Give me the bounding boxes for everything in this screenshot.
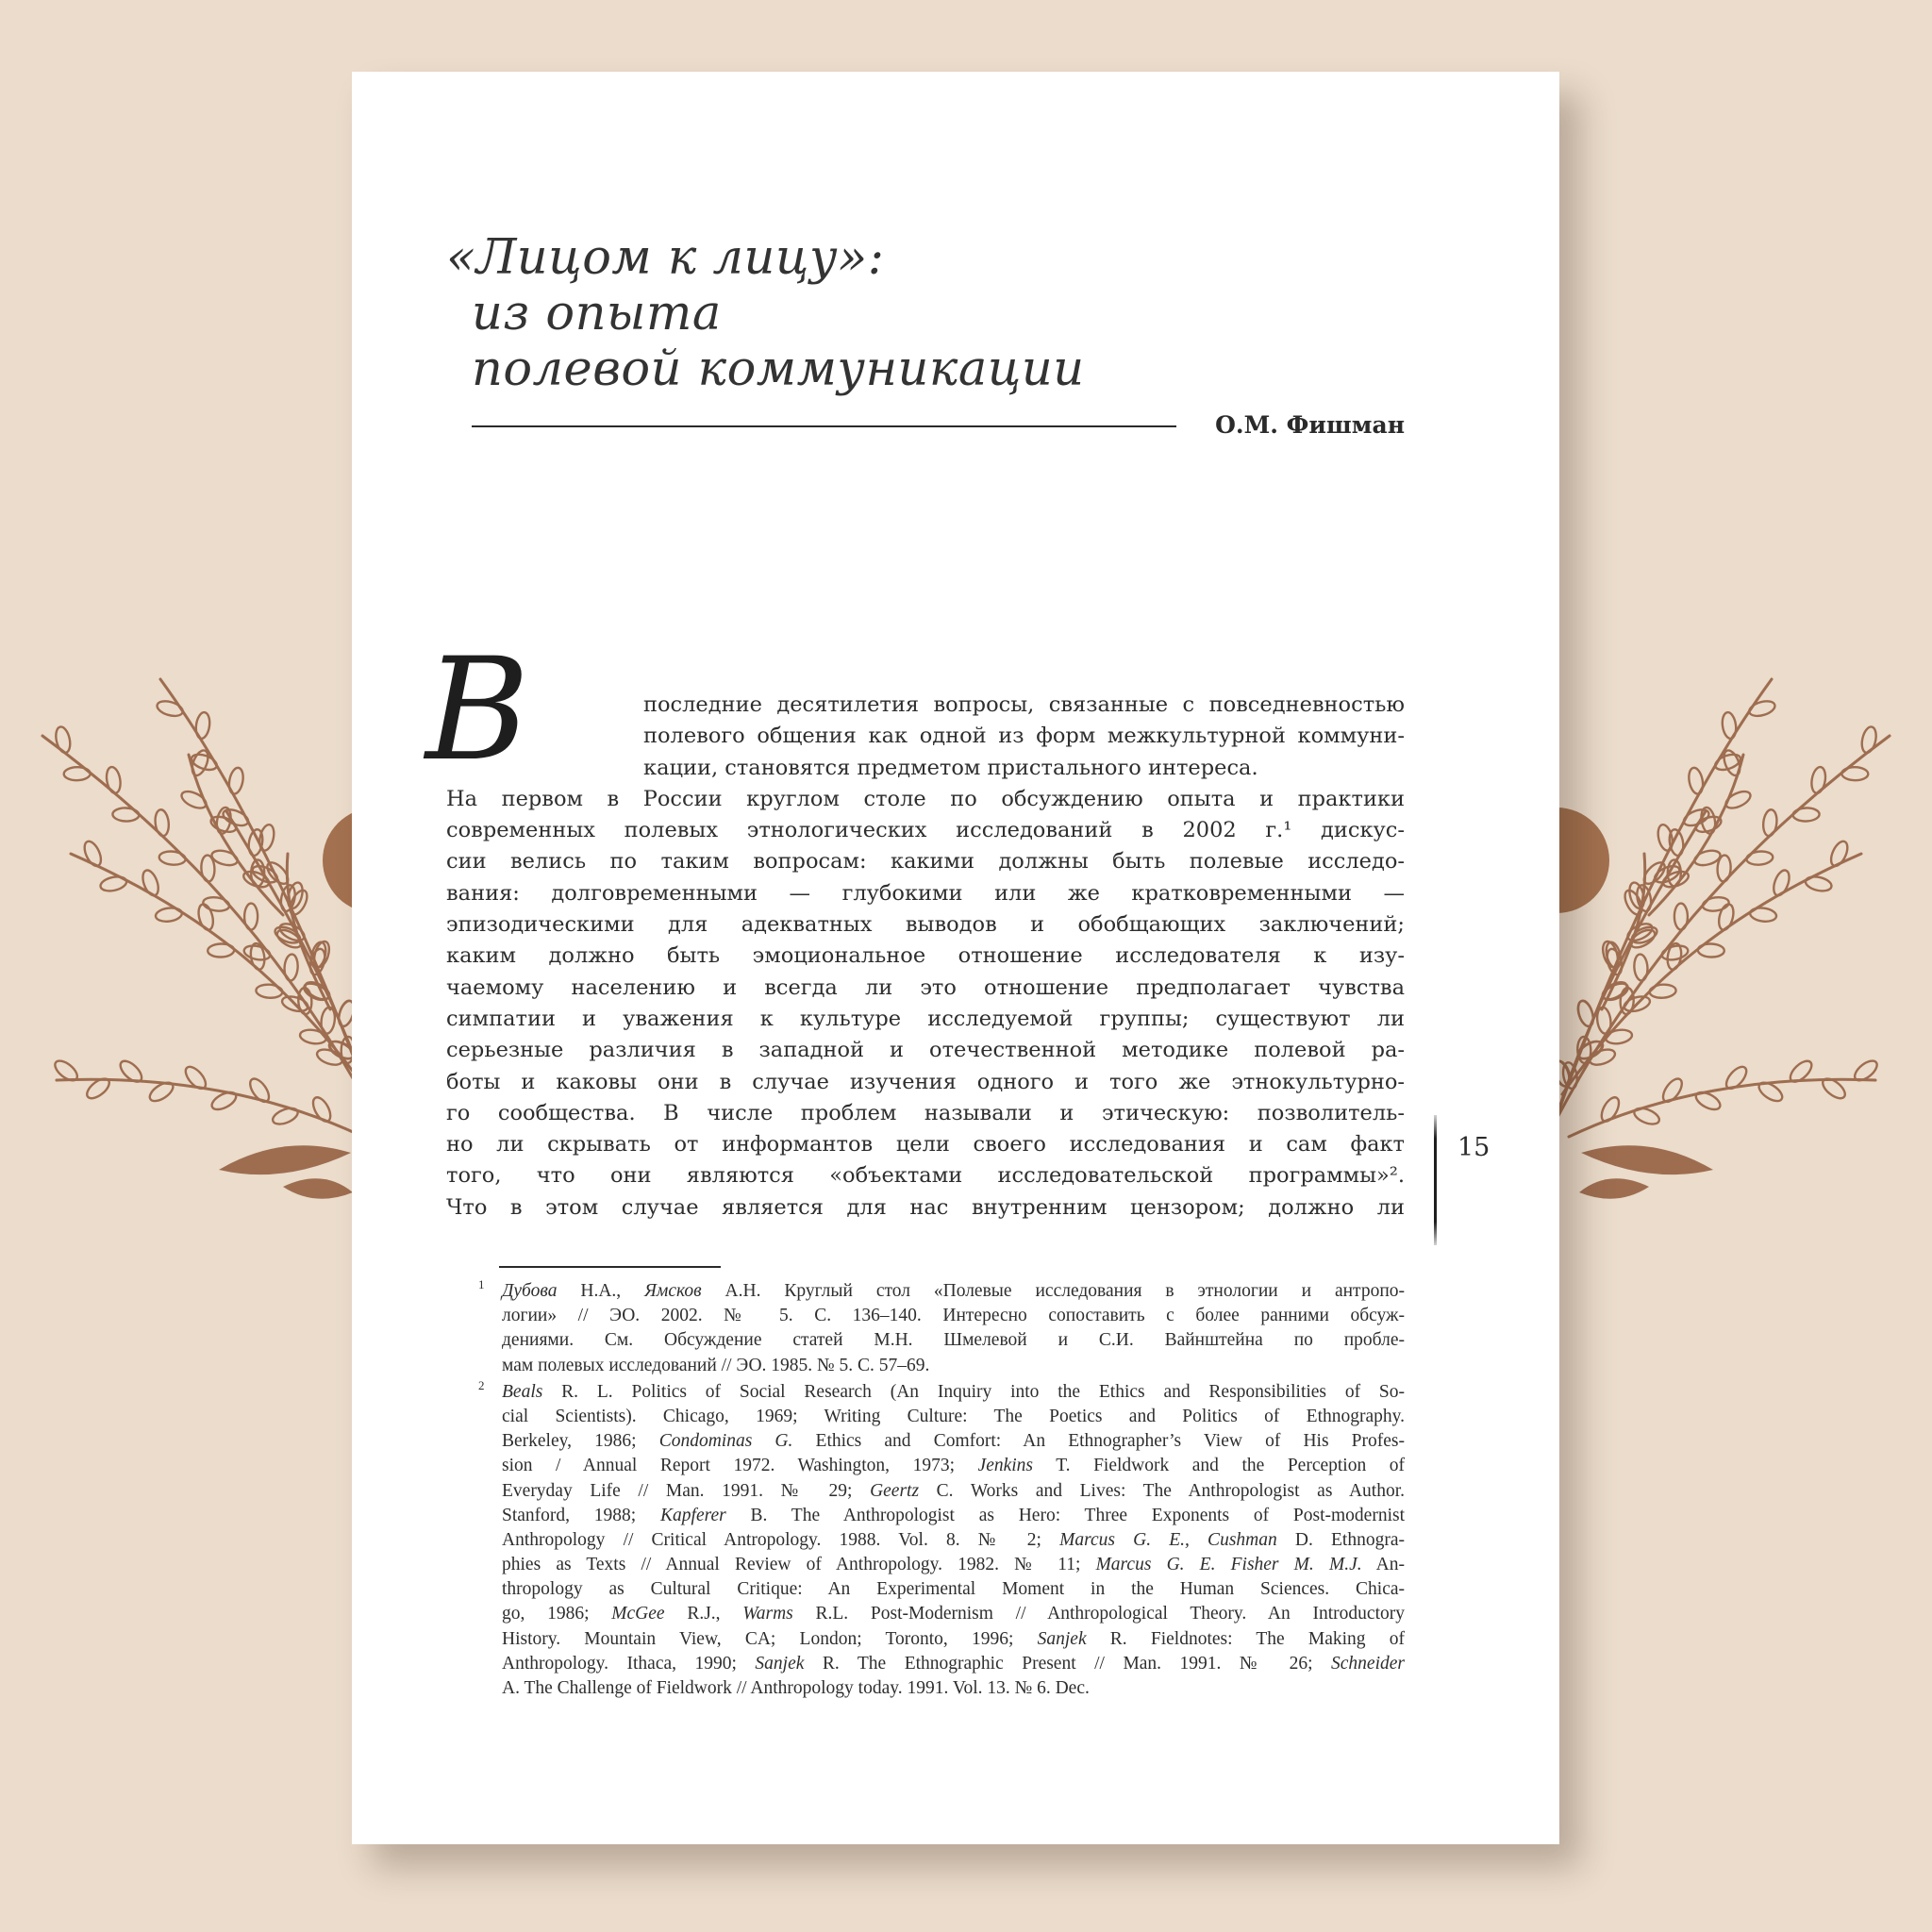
bud-icon bbox=[284, 954, 299, 981]
footnote-line: мам полевых исследований // ЭО. 1985. № 5. С. 57–69. bbox=[502, 1355, 930, 1375]
footnotes bbox=[478, 1277, 1406, 1703]
bud-icon bbox=[189, 748, 210, 777]
page-number: 15 bbox=[1457, 1133, 1491, 1162]
footnote-line: Everyday Life // Man. 1991. № 29; Geertz C. Works and Lives: The Anthropologist as Author. bbox=[502, 1480, 1405, 1501]
footnote-author: Jenkins bbox=[977, 1456, 1034, 1476]
footnote-author: Sanjek bbox=[755, 1653, 805, 1674]
leaf-icon bbox=[1579, 1178, 1649, 1198]
footnote-number: 1 bbox=[478, 1277, 485, 1291]
bud-icon bbox=[1809, 766, 1826, 794]
footnote-line: Anthropology. Ithaca, 1990; Sanjek R. The Ethnographic Present // Man. 1991. № 26; Schneider bbox=[502, 1653, 1405, 1674]
bud-icon bbox=[1746, 850, 1774, 866]
book-page bbox=[352, 72, 1559, 1844]
bud-icon bbox=[1693, 1089, 1723, 1112]
bud-icon bbox=[1698, 943, 1724, 958]
author-name: О.М. Фишман bbox=[1215, 411, 1405, 439]
branch-stem bbox=[189, 755, 283, 915]
footnote-number: 2 bbox=[478, 1377, 485, 1392]
willow-branch-right-icon bbox=[1504, 679, 1890, 1199]
body-line: того, что они являются «объектами исследовательской программы»². bbox=[446, 1163, 1405, 1189]
bud-icon bbox=[179, 788, 208, 811]
footnote-author: Condominas G. bbox=[658, 1431, 793, 1452]
body-line: кации, становятся предметом пристального интереса. bbox=[643, 755, 1258, 780]
bud-icon bbox=[1633, 954, 1648, 981]
footnote-line: phies as Texts // Annual Review of Anthropology. 1982. № 11; Marcus G. E. Fisher M. M.J. An- bbox=[502, 1555, 1406, 1575]
footnote bbox=[478, 1377, 1406, 1701]
bud-icon bbox=[1649, 984, 1676, 999]
footnote-line: History. Mountain View, CA; London; Toronto, 1996; Sanjek R. Fieldnotes: The Making of bbox=[502, 1628, 1406, 1649]
leaf-icon bbox=[1581, 1145, 1713, 1174]
body-line: последние десятилетия вопросы, связанные с повседневностью bbox=[643, 692, 1405, 717]
bud-icon bbox=[1659, 1075, 1686, 1105]
bud-icon bbox=[247, 828, 264, 857]
footnote-rule bbox=[499, 1266, 721, 1268]
bud-icon bbox=[1598, 1094, 1623, 1124]
footnote-author: Ямсков bbox=[644, 1281, 702, 1301]
bud-icon bbox=[158, 850, 186, 866]
footnote-line: cial Scientists). Chicago, 1969; Writing Culture: The Poetics and Politics of Ethnography. bbox=[502, 1406, 1405, 1426]
title-line: из опыта bbox=[472, 286, 722, 341]
body-line: эпизодическими для адекватных выводов и обобщающих заключений; bbox=[446, 912, 1405, 938]
footnote-author: Schneider bbox=[1331, 1653, 1405, 1674]
bud-icon bbox=[1724, 788, 1753, 811]
body-line: современных полевых этнологических исследований в 2002 г.¹ дискус- bbox=[446, 818, 1405, 843]
bud-icon bbox=[209, 1089, 239, 1112]
footnote-line: логии» // ЭО. 2002. № 5. С. 136–140. Интересно сопоставить с более ранними обсуж- bbox=[502, 1306, 1405, 1326]
branch-stem bbox=[57, 1079, 363, 1137]
bud-icon bbox=[1687, 767, 1705, 795]
bud-icon bbox=[1674, 904, 1688, 930]
footnote-line: go, 1986; McGee R.J., Warms R.L. Post-Modernism // Anthropological Theory. An Introductory bbox=[502, 1604, 1405, 1624]
bud-icon bbox=[64, 767, 91, 780]
body-line: полевого общения как одной из форм межкультурной коммуни- bbox=[643, 724, 1405, 749]
bud-icon bbox=[208, 943, 234, 958]
bud-icon bbox=[194, 711, 211, 740]
bud-icon bbox=[182, 1063, 209, 1091]
footnote bbox=[478, 1277, 1405, 1378]
bud-icon bbox=[1771, 868, 1792, 897]
body-line: серьезные различия в западной и отечественной методике полевой ра- bbox=[446, 1038, 1405, 1063]
body-line: чаемому населению и всегда ли это отношение предполагает чувства bbox=[446, 974, 1405, 1000]
bud-icon bbox=[246, 1075, 273, 1105]
bud-icon bbox=[99, 874, 127, 893]
branch-stem bbox=[1649, 755, 1743, 915]
body-line: но ли скрывать от информантов цели своего исследования и сам факт bbox=[446, 1132, 1405, 1158]
footnote-author: Beals bbox=[502, 1381, 543, 1402]
bud-icon bbox=[271, 1105, 300, 1126]
body-line: Что в этом случае является для нас внутренним цензором; должно ли bbox=[446, 1194, 1405, 1220]
footnote-author: Marcus G. E., Cushman bbox=[1059, 1529, 1277, 1550]
bud-icon bbox=[1762, 809, 1778, 837]
body-line: каким должно быть эмоциональное отношение исследователя к изу- bbox=[446, 943, 1405, 969]
footnote-author: McGee bbox=[611, 1604, 665, 1624]
bud-icon bbox=[1721, 748, 1742, 777]
title-rule bbox=[472, 425, 1176, 427]
body-line: боты и каковы они в случае изучения одного и того же этнокультурно- bbox=[446, 1069, 1405, 1094]
footnote-line: Beals R. L. Politics of Social Research (An Inquiry into the Ethics and Responsibilities of So- bbox=[502, 1381, 1405, 1402]
bud-icon bbox=[1749, 907, 1777, 923]
bud-icon bbox=[105, 766, 122, 794]
footnote-author: Дубова bbox=[502, 1281, 558, 1301]
drop-cap: В bbox=[425, 628, 530, 792]
bud-icon bbox=[140, 868, 161, 897]
bud-icon bbox=[1721, 711, 1738, 740]
leaf-icon bbox=[219, 1145, 351, 1174]
bud-icon bbox=[256, 984, 283, 999]
bud-icon bbox=[1841, 767, 1868, 780]
bud-icon bbox=[1723, 1063, 1750, 1091]
footnote-author: Geertz bbox=[870, 1480, 920, 1501]
bud-icon bbox=[112, 808, 139, 822]
bud-icon bbox=[154, 809, 170, 837]
body-line: сии велись по таким вопросам: какими должны быть полевые исследо- bbox=[446, 849, 1405, 874]
bud-icon bbox=[81, 839, 104, 868]
body-line: го сообщества. В числе проблем называли и этическую: позволитель- bbox=[446, 1100, 1405, 1125]
title-line: полевой коммуникации bbox=[472, 341, 1085, 397]
body-line: симпатии и уважения к культуре исследуемой группы; существуют ли bbox=[446, 1006, 1405, 1031]
bud-icon bbox=[1632, 1105, 1661, 1126]
footnote-line: дениями. См. Обсуждение статей М.Н. Шмелевой и С.И. Вайнштейна по пробле- bbox=[502, 1330, 1405, 1351]
footnote-line: sion / Annual Report 1972. Washington, 1973; Jenkins T. Fieldwork and the Perception of bbox=[502, 1456, 1405, 1476]
bud-icon bbox=[227, 767, 245, 795]
footnote-line: A. The Challenge of Fieldwork // Anthropology today. 1991. Vol. 13. № 6. Dec. bbox=[502, 1678, 1090, 1698]
body-line: На первом в России круглом столе по обсуждению опыта и практики bbox=[446, 786, 1405, 811]
bud-icon bbox=[309, 1094, 334, 1124]
footnote-line: Stanford, 1988; Kapferer B. The Anthropologist as Hero: Three Exponents of Post-modernist bbox=[502, 1505, 1405, 1525]
body-text bbox=[446, 690, 1405, 1224]
footnote-line: Дубова Н.А., Ямсков А.Н. Круглый стол «Полевые исследования в этнологии и антропо- bbox=[502, 1281, 1405, 1301]
footnote-author: Sanjek bbox=[1037, 1628, 1087, 1649]
margin-bar bbox=[1434, 1115, 1437, 1245]
footnote-line: thropology as Cultural Critique: An Experimental Moment in the Human Sciences. Chica- bbox=[502, 1579, 1405, 1600]
footnote-line: Berkeley, 1986; Condominas G. Ethics and Comfort: An Ethnographer’s View of His Profes- bbox=[502, 1431, 1405, 1452]
bud-icon bbox=[1828, 839, 1851, 868]
branch-stem bbox=[1569, 1079, 1875, 1137]
bud-icon bbox=[1792, 808, 1819, 822]
bud-icon bbox=[244, 904, 258, 930]
leaf-icon bbox=[283, 1178, 353, 1198]
title-line: «Лицом к лицу»: bbox=[446, 230, 885, 286]
bud-icon bbox=[1805, 874, 1833, 893]
footnote-author: Kapferer bbox=[660, 1505, 726, 1525]
article-title bbox=[446, 230, 1085, 397]
bud-icon bbox=[1668, 828, 1685, 857]
bud-icon bbox=[155, 907, 183, 923]
footnote-author: Warms bbox=[742, 1604, 793, 1624]
footnote-author: Marcus G. E. Fisher M. M.J. bbox=[1095, 1555, 1362, 1575]
body-line: вания: долговременными — глубокими или же кратковременными — bbox=[446, 880, 1405, 906]
footnote-line: Anthropology // Critical Antropology. 1988. Vol. 8. № 2; Marcus G. E., Cushman D. Ethnogra- bbox=[502, 1529, 1405, 1550]
